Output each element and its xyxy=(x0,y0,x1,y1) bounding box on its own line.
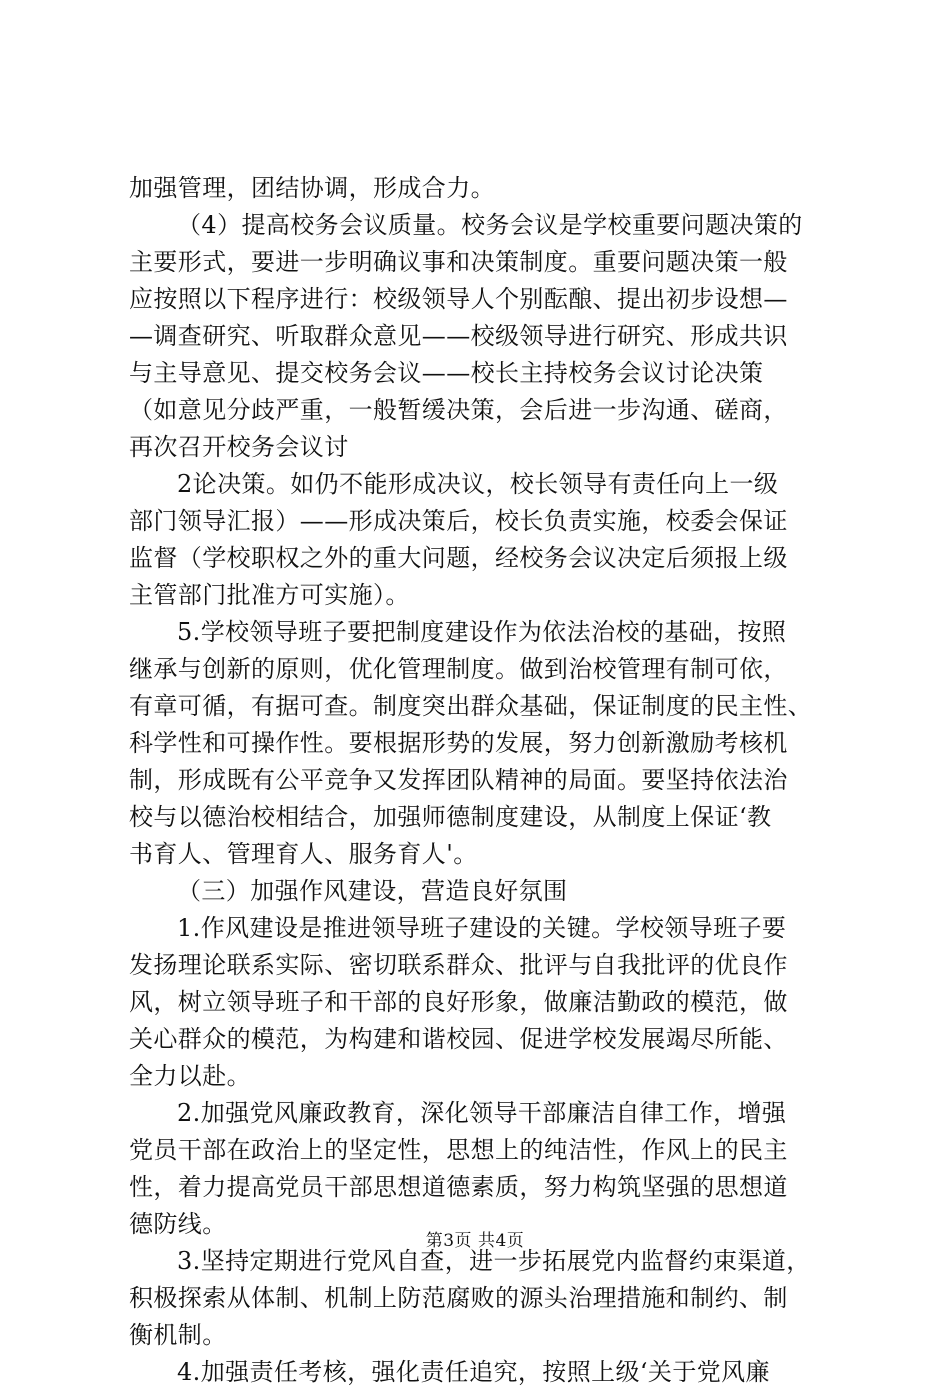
text-line: （4）提高校务会议质量。校务会议是学校重要问题决策的 xyxy=(177,211,803,239)
text-line: 2.加强党风廉政教育，深化领导干部廉洁自律工作，增强 xyxy=(177,1099,787,1127)
text-line: 4.加强责任考核，强化责任追究，按照上级‘关于党风廉 xyxy=(177,1358,770,1386)
text-line: 风，树立领导班子和干部的良好形象，做廉洁勤政的模范，做 xyxy=(129,988,788,1016)
text-line: 性，着力提高党员干部思想道德素质，努力构筑坚强的思想道 xyxy=(129,1173,788,1201)
text-line: 德防线。 xyxy=(129,1210,227,1238)
text-line: —调查研究、听取群众意见——校级领导进行研究、形成共识 xyxy=(129,322,788,350)
text-line: 监督（学校职权之外的重大问题，经校务会议决定后须报上级 xyxy=(129,544,788,572)
body-text xyxy=(129,170,829,1391)
text-line: （如意见分歧严重，一般暂缓决策，会后进一步沟通、磋商， xyxy=(129,396,788,424)
text-line: 主要形式，要进一步明确议事和决策制度。重要问题决策一般 xyxy=(129,248,788,276)
text-line: 加强管理，团结协调，形成合力。 xyxy=(129,174,495,202)
text-line: 应按照以下程序进行：校级领导人个别酝酿、提出初步设想— xyxy=(129,285,788,313)
text-line: 2论决策。如仍不能形成决议，校长领导有责任向上一级 xyxy=(177,470,779,498)
text-line: 5.学校领导班子要把制度建设作为依法治校的基础，按照 xyxy=(177,618,787,646)
text-line: 再次召开校务会议讨 xyxy=(129,433,349,461)
text-line: 与主导意见、提交校务会议——校长主持校务会议讨论决策 xyxy=(129,359,764,387)
page-number-footer: 第3页 共4页 xyxy=(425,1231,525,1251)
text-line: 党员干部在政治上的坚定性，思想上的纯洁性，作风上的民主 xyxy=(129,1136,788,1164)
text-line: 制，形成既有公平竞争又发挥团队精神的局面。要坚持依法治 xyxy=(129,766,788,794)
text-line: 衡机制。 xyxy=(129,1321,227,1349)
text-line: 发扬理论联系实际、密切联系群众、批评与自我批评的优良作 xyxy=(129,951,788,979)
text-line: 校与以德治校相结合，加强师德制度建设，从制度上保证‘教 xyxy=(129,803,772,831)
text-line: 全力以赴。 xyxy=(129,1062,251,1090)
text-line: 关心群众的模范，为构建和谐校园、促进学校发展竭尽所能、 xyxy=(129,1025,788,1053)
text-line: 有章可循，有据可查。制度突出群众基础，保证制度的民主性、 xyxy=(129,692,813,720)
text-line: 1.作风建设是推进领导班子建设的关键。学校领导班子要 xyxy=(177,914,787,942)
text-line: 书育人、管理育人、服务育人'。 xyxy=(129,840,478,868)
text-line: 继承与创新的原则，优化管理制度。做到治校管理有制可依， xyxy=(129,655,788,683)
text-line: 积极探索从体制、机制上防范腐败的源头治理措施和制约、制 xyxy=(129,1284,788,1312)
text-line: 部门领导汇报）——形成决策后，校长负责实施，校委会保证 xyxy=(129,507,788,535)
text-line: 科学性和可操作性。要根据形势的发展，努力创新激励考核机 xyxy=(129,729,788,757)
text-line: 3.坚持定期进行党风自查，进一步拓展党内监督约束渠道， xyxy=(177,1247,811,1275)
section-heading: （三）加强作风建设，营造良好氛围 xyxy=(177,877,568,905)
text-line: 主管部门批准方可实施）。 xyxy=(129,581,410,609)
